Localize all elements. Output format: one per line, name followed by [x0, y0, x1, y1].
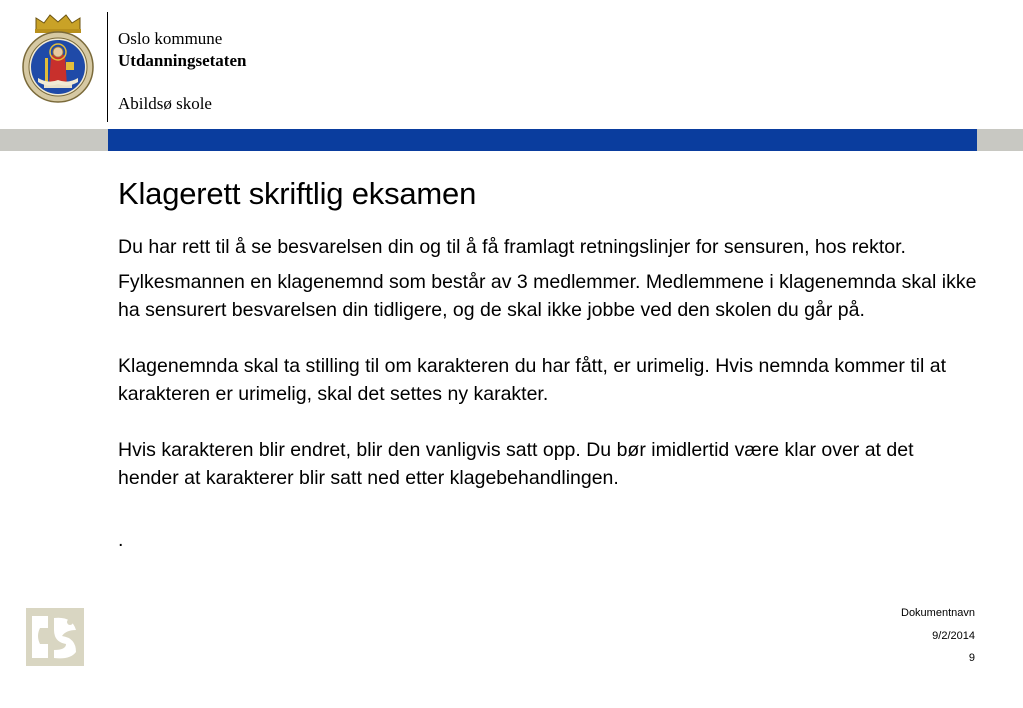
header-divider — [107, 12, 108, 122]
org-name: Oslo kommune — [118, 29, 223, 48]
slide-title: Klagerett skriftlig eksamen — [118, 176, 477, 211]
footer-page-number: 9 — [968, 652, 975, 664]
oslo-kommune-emblem-icon — [26, 608, 84, 666]
organization-block — [118, 28, 246, 115]
paragraph: Klagenemnda skal ta stilling til om karakteren du har fått, er urimelig. Hvis nemnda kommer til at karakteren er urimelig, skal det settes ny karakter. — [118, 355, 947, 405]
paragraph: . — [118, 529, 124, 551]
footer-document-name: Dokumentnavn — [901, 607, 975, 619]
blue-band — [108, 129, 977, 151]
footer-date: 9/2/2014 — [932, 630, 975, 642]
paragraph: Fylkesmannen en klagenemnd som består av 3 medlemmer. Medlemmene i klagenemnda skal ikke ha sensurert besvarelsen din tidligere, og de skal ikke jobbe ved den skolen du går på. — [118, 271, 977, 321]
school-name: Abildsø skole — [118, 94, 212, 113]
paragraph: Du har rett til å se besvarelsen din og til å få framlagt retningslinjer for sensuren, hos rektor. — [118, 236, 906, 258]
paragraph: Hvis karakteren blir endret, blir den vanligvis satt opp. Du bør imidlertid være klar over at det hender at karakterer blir satt ned etter klagebehandlingen. — [118, 439, 914, 489]
department-name: Utdanningsetaten — [118, 51, 247, 70]
slide-body — [118, 233, 978, 554]
oslo-coat-of-arms-icon — [18, 12, 98, 104]
